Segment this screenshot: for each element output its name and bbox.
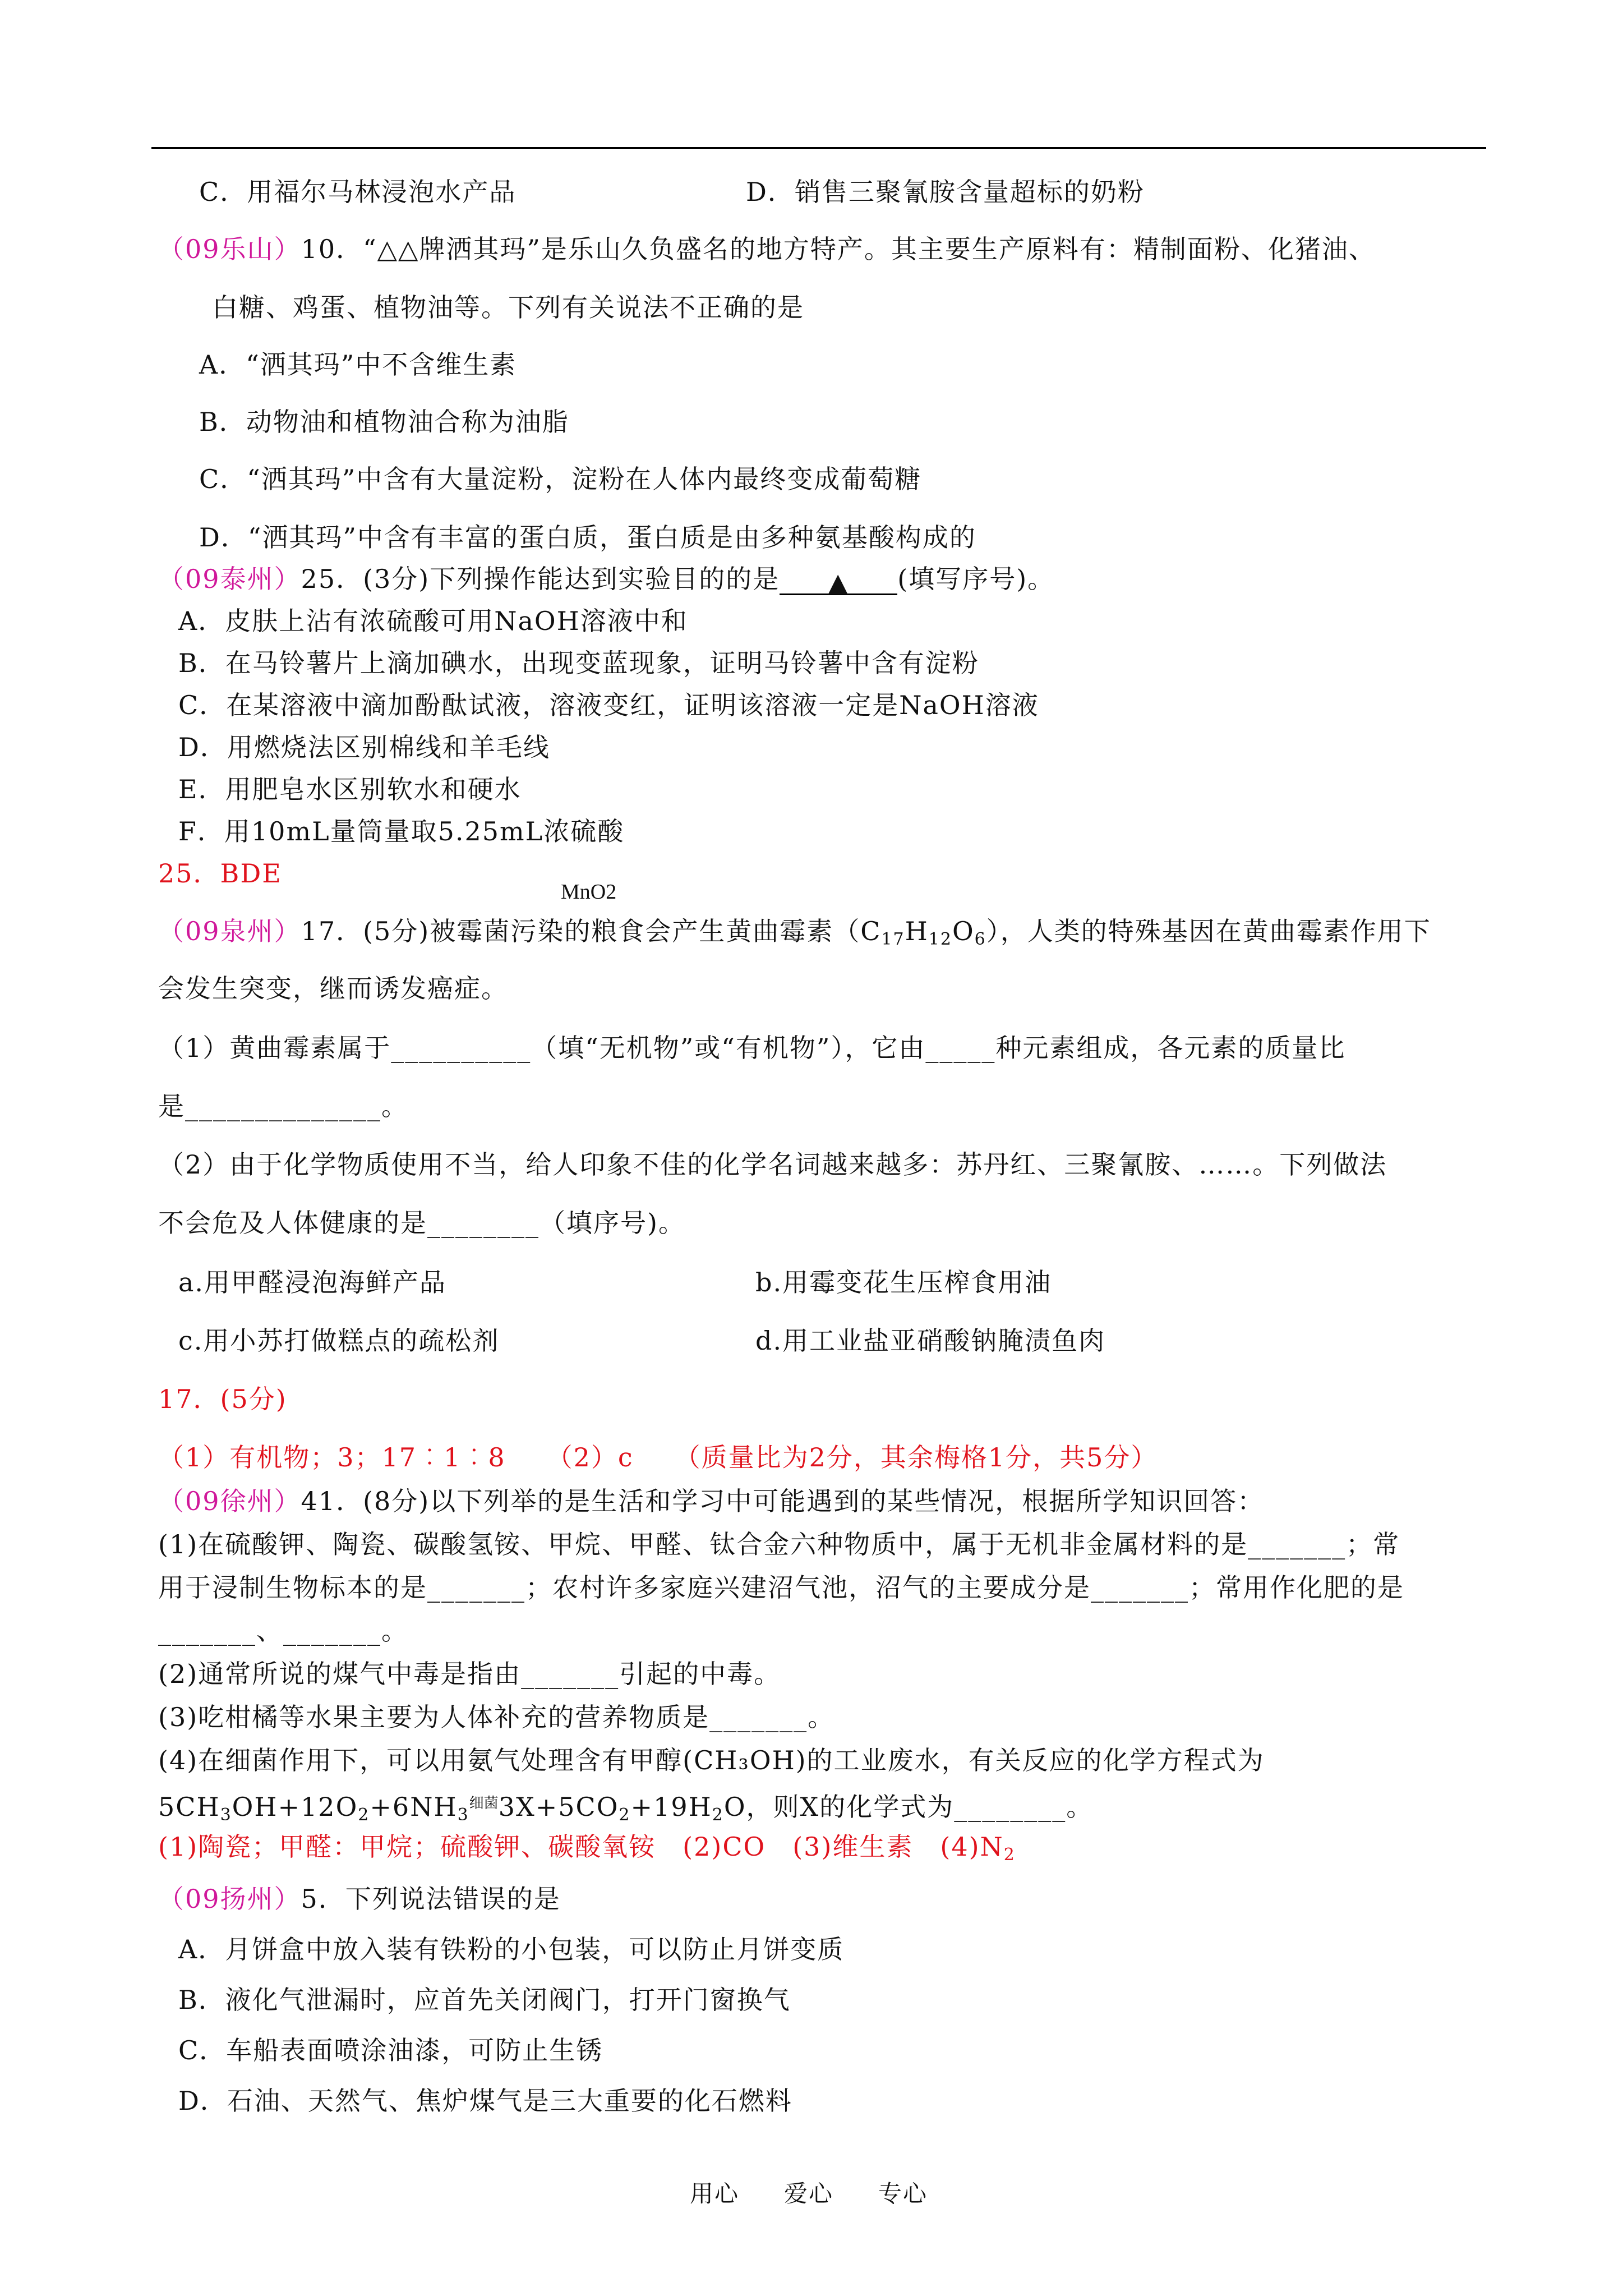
source-tag: （09泰州） [158,564,301,594]
source-tag: （09泉州） [158,916,301,946]
part-2: （2）由于化学物质使用不当，给人印象不佳的化学名词越来越多：苏丹红、三聚氰胺、……。下列做法 [158,1149,1387,1180]
part-2-cont: 不会危及人体健康的是________（填序号)。 [158,1208,685,1238]
question-5: （09扬州）5．下列说法错误的是 [158,1884,561,1914]
option-d: d.用工业盐亚硝酸钠腌渍鱼肉 [755,1326,1106,1356]
answer-17-title: 17．(5分) [158,1384,287,1414]
part-1: (1)在硫酸钾、陶瓷、碳酸氢铵、甲烷、甲醛、钛合金六种物质中，属于无机非金属材料的是_______；常 [158,1529,1400,1559]
part-1-cont2: _______、_______。 [158,1616,408,1646]
source-tag: （09徐州） [158,1486,301,1516]
option-c-prev: C．用福尔马林浸泡水产品 [199,177,517,207]
part-1-cont: 是______________。 [158,1091,408,1121]
option-f: F．用10mL量筒量取5.25mL浓硫酸 [178,816,625,846]
option-e: E．用肥皂水区别软水和硬水 [178,774,522,804]
question-text-cont: 会发生突变，继而诱发癌症。 [158,973,508,1004]
option-b: B．动物油和植物油合称为油脂 [199,407,569,437]
option-b: B．在马铃薯片上滴加碘水，出现变蓝现象，证明马铃薯中含有淀粉 [178,648,979,678]
source-tag: （09扬州） [158,1884,301,1914]
question-text: 10．“△△牌洒其玛”是乐山久负盛名的地方特产。其主要生产原料有：精制面粉、化猪油、 [301,234,1376,264]
part-1: （1）黄曲霉素属于__________（填“无机物”或“有机物”），它由_____种元素组成，各元素的质量比 [158,1033,1346,1063]
question-25: （09泰州）25．(3分)下列操作能达到实验目的的是 ▲ (填写序号)。 [158,564,1055,597]
stray-mno2-label: MnO2 [561,880,617,904]
option-d: D．石油、天然气、焦炉煤气是三大重要的化石燃料 [178,2086,792,2116]
part-2: (2)通常所说的煤气中毒是指由_______引起的中毒。 [158,1659,781,1689]
question-17: （09泉州）17．(5分)被霉菌污染的粮食会产生黄曲霉素$(C_{17}H_{12}O_6)$，人类的特殊基因在黄曲霉素作用下 [158,916,1431,949]
page-footer: 用心 爱心 专心 [690,2180,928,2207]
answer-25: 25．BDE [158,858,282,889]
option-d: D．用燃烧法区别棉线和羊毛线 [178,732,550,762]
answer-41: (1)陶瓷；甲醛：甲烷；硫酸钾、碳酸氧铵 (2)CO (3)维生素 $(4)N_2$ [158,1832,1016,1865]
answer-blank: ▲ [780,565,897,595]
question-10 [158,232,1376,266]
part-1-cont: 用于浸制生物标本的是_______；农村许多家庭兴建沼气池，沼气的主要成分是_______；常用作化肥的是 [158,1572,1404,1603]
option-b: B．液化气泄漏时，应首先关闭阀门，打开门窗换气 [178,1985,791,2015]
option-d-prev: D．销售三聚氰胺含量超标的奶粉 [746,177,1145,207]
part-3: (3)吃柑橘等水果主要为人体补充的营养物质是_______。 [158,1702,835,1732]
option-c: C．车船表面喷涂油漆，可防止生锈 [178,2035,603,2065]
header-rule [151,147,1486,149]
option-d: D．“洒其玛”中含有丰富的蛋白质，蛋白质是由多种氨基酸构成的 [199,522,976,553]
question-41: （09徐州）41．(8分)以下列举的是生活和学习中可能遇到的某些情况，根据所学知识回答： [158,1486,1265,1516]
option-a: a.用甲醛浸泡海鲜产品 [178,1267,447,1297]
question-text-cont: 白糖、鸡蛋、植物油等。下列有关说法不正确的是 [212,292,804,323]
chemical-equation: $5CH_3OH+12O_2+6NH_3^{细菌}3X+5CO_2+19H_2O$，则X的化学式为________。 [158,1792,1094,1825]
reaction-condition: 细菌 [469,1795,499,1812]
option-a: A．月饼盒中放入装有铁粉的小包装，可以防止月饼变质 [178,1934,845,1964]
option-c: c.用小苏打做糕点的疏松剂 [178,1326,500,1356]
part-4: (4)在细菌作用下，可以用氨气处理含有甲醇(CH₃OH)的工业废水，有关反应的化学方程式为 [158,1745,1265,1775]
option-b: b.用霉变花生压榨食用油 [755,1267,1052,1297]
answer-17: （1）有机物；3；17︰1︰8 （2）c （质量比为2分，其余梅格1分，共5分） [158,1442,1158,1473]
option-a: A．皮肤上沾有浓硫酸可用NaOH溶液中和 [178,606,688,636]
option-a: A．“洒其玛”中不含维生素 [199,349,517,380]
option-c: C．在某溶液中滴加酚酞试液，溶液变红，证明该溶液一定是NaOH溶液 [178,690,1039,720]
source-tag: （09乐山） [158,234,301,264]
option-c: C．“洒其玛”中含有大量淀粉，淀粉在人体内最终变成葡萄糖 [199,464,922,494]
